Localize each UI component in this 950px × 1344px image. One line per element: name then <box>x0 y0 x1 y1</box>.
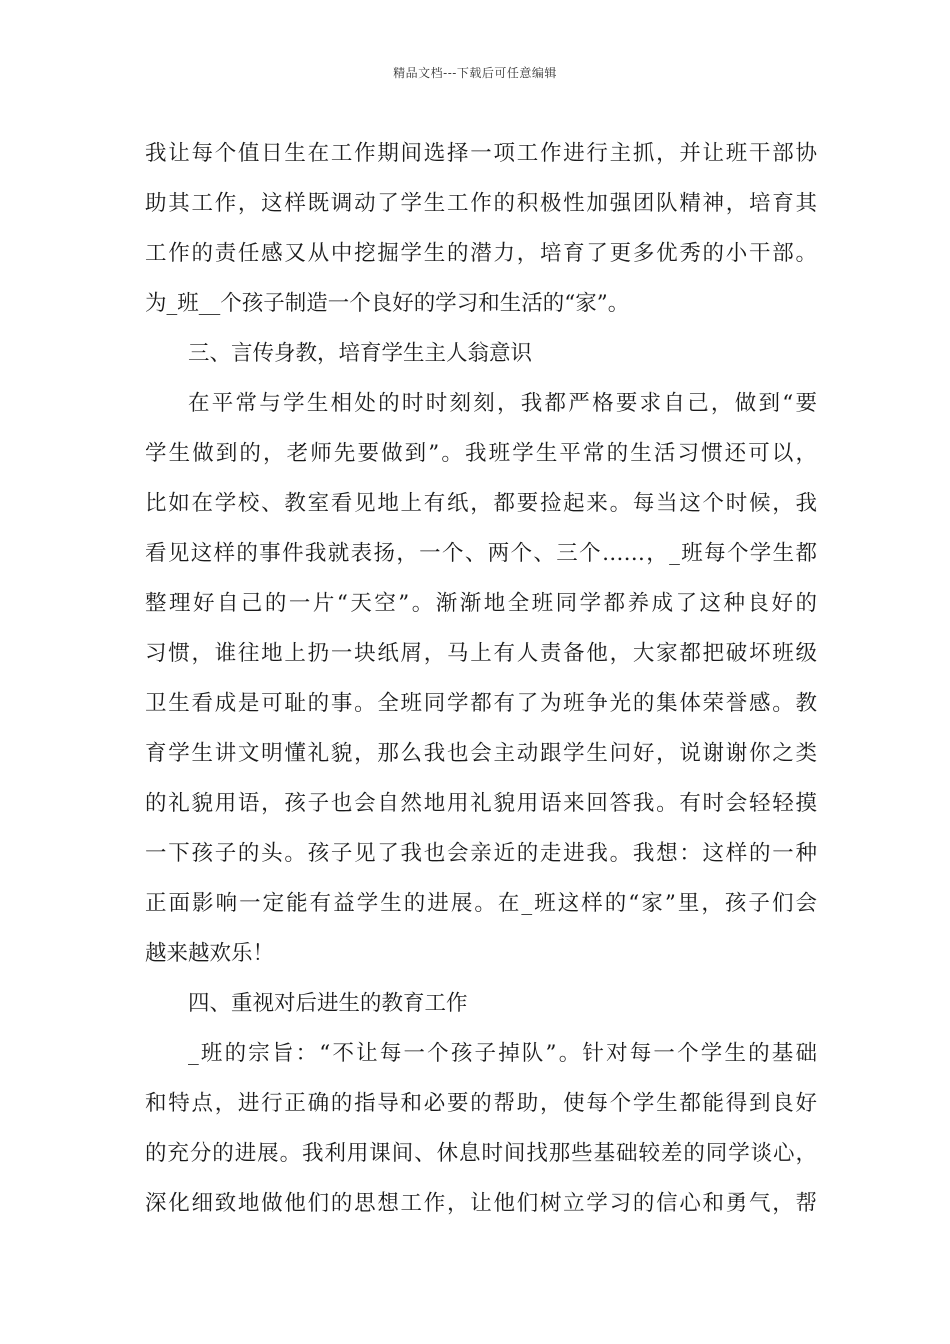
text-line: 正面影响一定能有益学生的进展。在_班这样的“家”里，孩子们会 <box>145 891 817 916</box>
text-line: 一下孩子的头。孩子见了我也会亲近的走进我。我想：这样的一种 <box>145 841 817 866</box>
text-line: _班的宗旨：“不让每一个孩子掉队”。针对每一个学生的基础 <box>188 1041 817 1066</box>
text-line: 我让每个值日生在工作期间选择一项工作进行主抓，并让班干部协 <box>145 141 817 166</box>
text-line: 深化细致地做他们的思想工作，让他们树立学习的信心和勇气，帮 <box>145 1191 817 1216</box>
text-line: 学生做到的，老师先要做到”。我班学生平常的生活习惯还可以， <box>145 441 817 466</box>
text-line: 的充分的进展。我利用课间、休息时间找那些基础较差的同学谈心， <box>145 1141 817 1166</box>
document-body <box>145 129 817 1229</box>
text-line: 为_班__个孩子制造一个良好的学习和生活的“家”。 <box>145 291 630 316</box>
text-line: 工作的责任感又从中挖掘学生的潜力，培育了更多优秀的小干部。 <box>145 241 817 266</box>
text-line: 整理好自己的一片“天空”。渐渐地全班同学都养成了这种良好的 <box>145 591 817 616</box>
text-line: 育学生讲文明懂礼貌，那么我也会主动跟学生问好，说谢谢你之类 <box>145 741 817 766</box>
text-line: 比如在学校、教室看见地上有纸，都要捡起来。每当这个时候，我 <box>145 491 817 516</box>
text-line: 在平常与学生相处的时时刻刻，我都严格要求自己，做到“要 <box>188 391 817 416</box>
page-header: 精品文档---下载后可任意编辑 <box>393 66 557 80</box>
text-line: 助其工作，这样既调动了学生工作的积极性加强团队精神，培育其 <box>145 191 817 216</box>
text-line: 和特点，进行正确的指导和必要的帮助，使每个学生都能得到良好 <box>145 1091 817 1116</box>
section-heading: 四、重视对后进生的教育工作 <box>188 991 468 1016</box>
section-heading: 三、言传身教，培育学生主人翁意识 <box>188 341 533 366</box>
text-line: 的礼貌用语，孩子也会自然地用礼貌用语来回答我。有时会轻轻摸 <box>145 791 817 816</box>
text-line: 卫生看成是可耻的事。全班同学都有了为班争光的集体荣誉感。教 <box>145 691 817 716</box>
text-line: 习惯，谁往地上扔一块纸屑，马上有人责备他，大家都把破坏班级 <box>145 641 817 666</box>
text-line: 看见这样的事件我就表扬，一个、两个、三个……，_班每个学生都 <box>145 541 817 566</box>
text-line: 越来越欢乐！ <box>145 941 275 966</box>
